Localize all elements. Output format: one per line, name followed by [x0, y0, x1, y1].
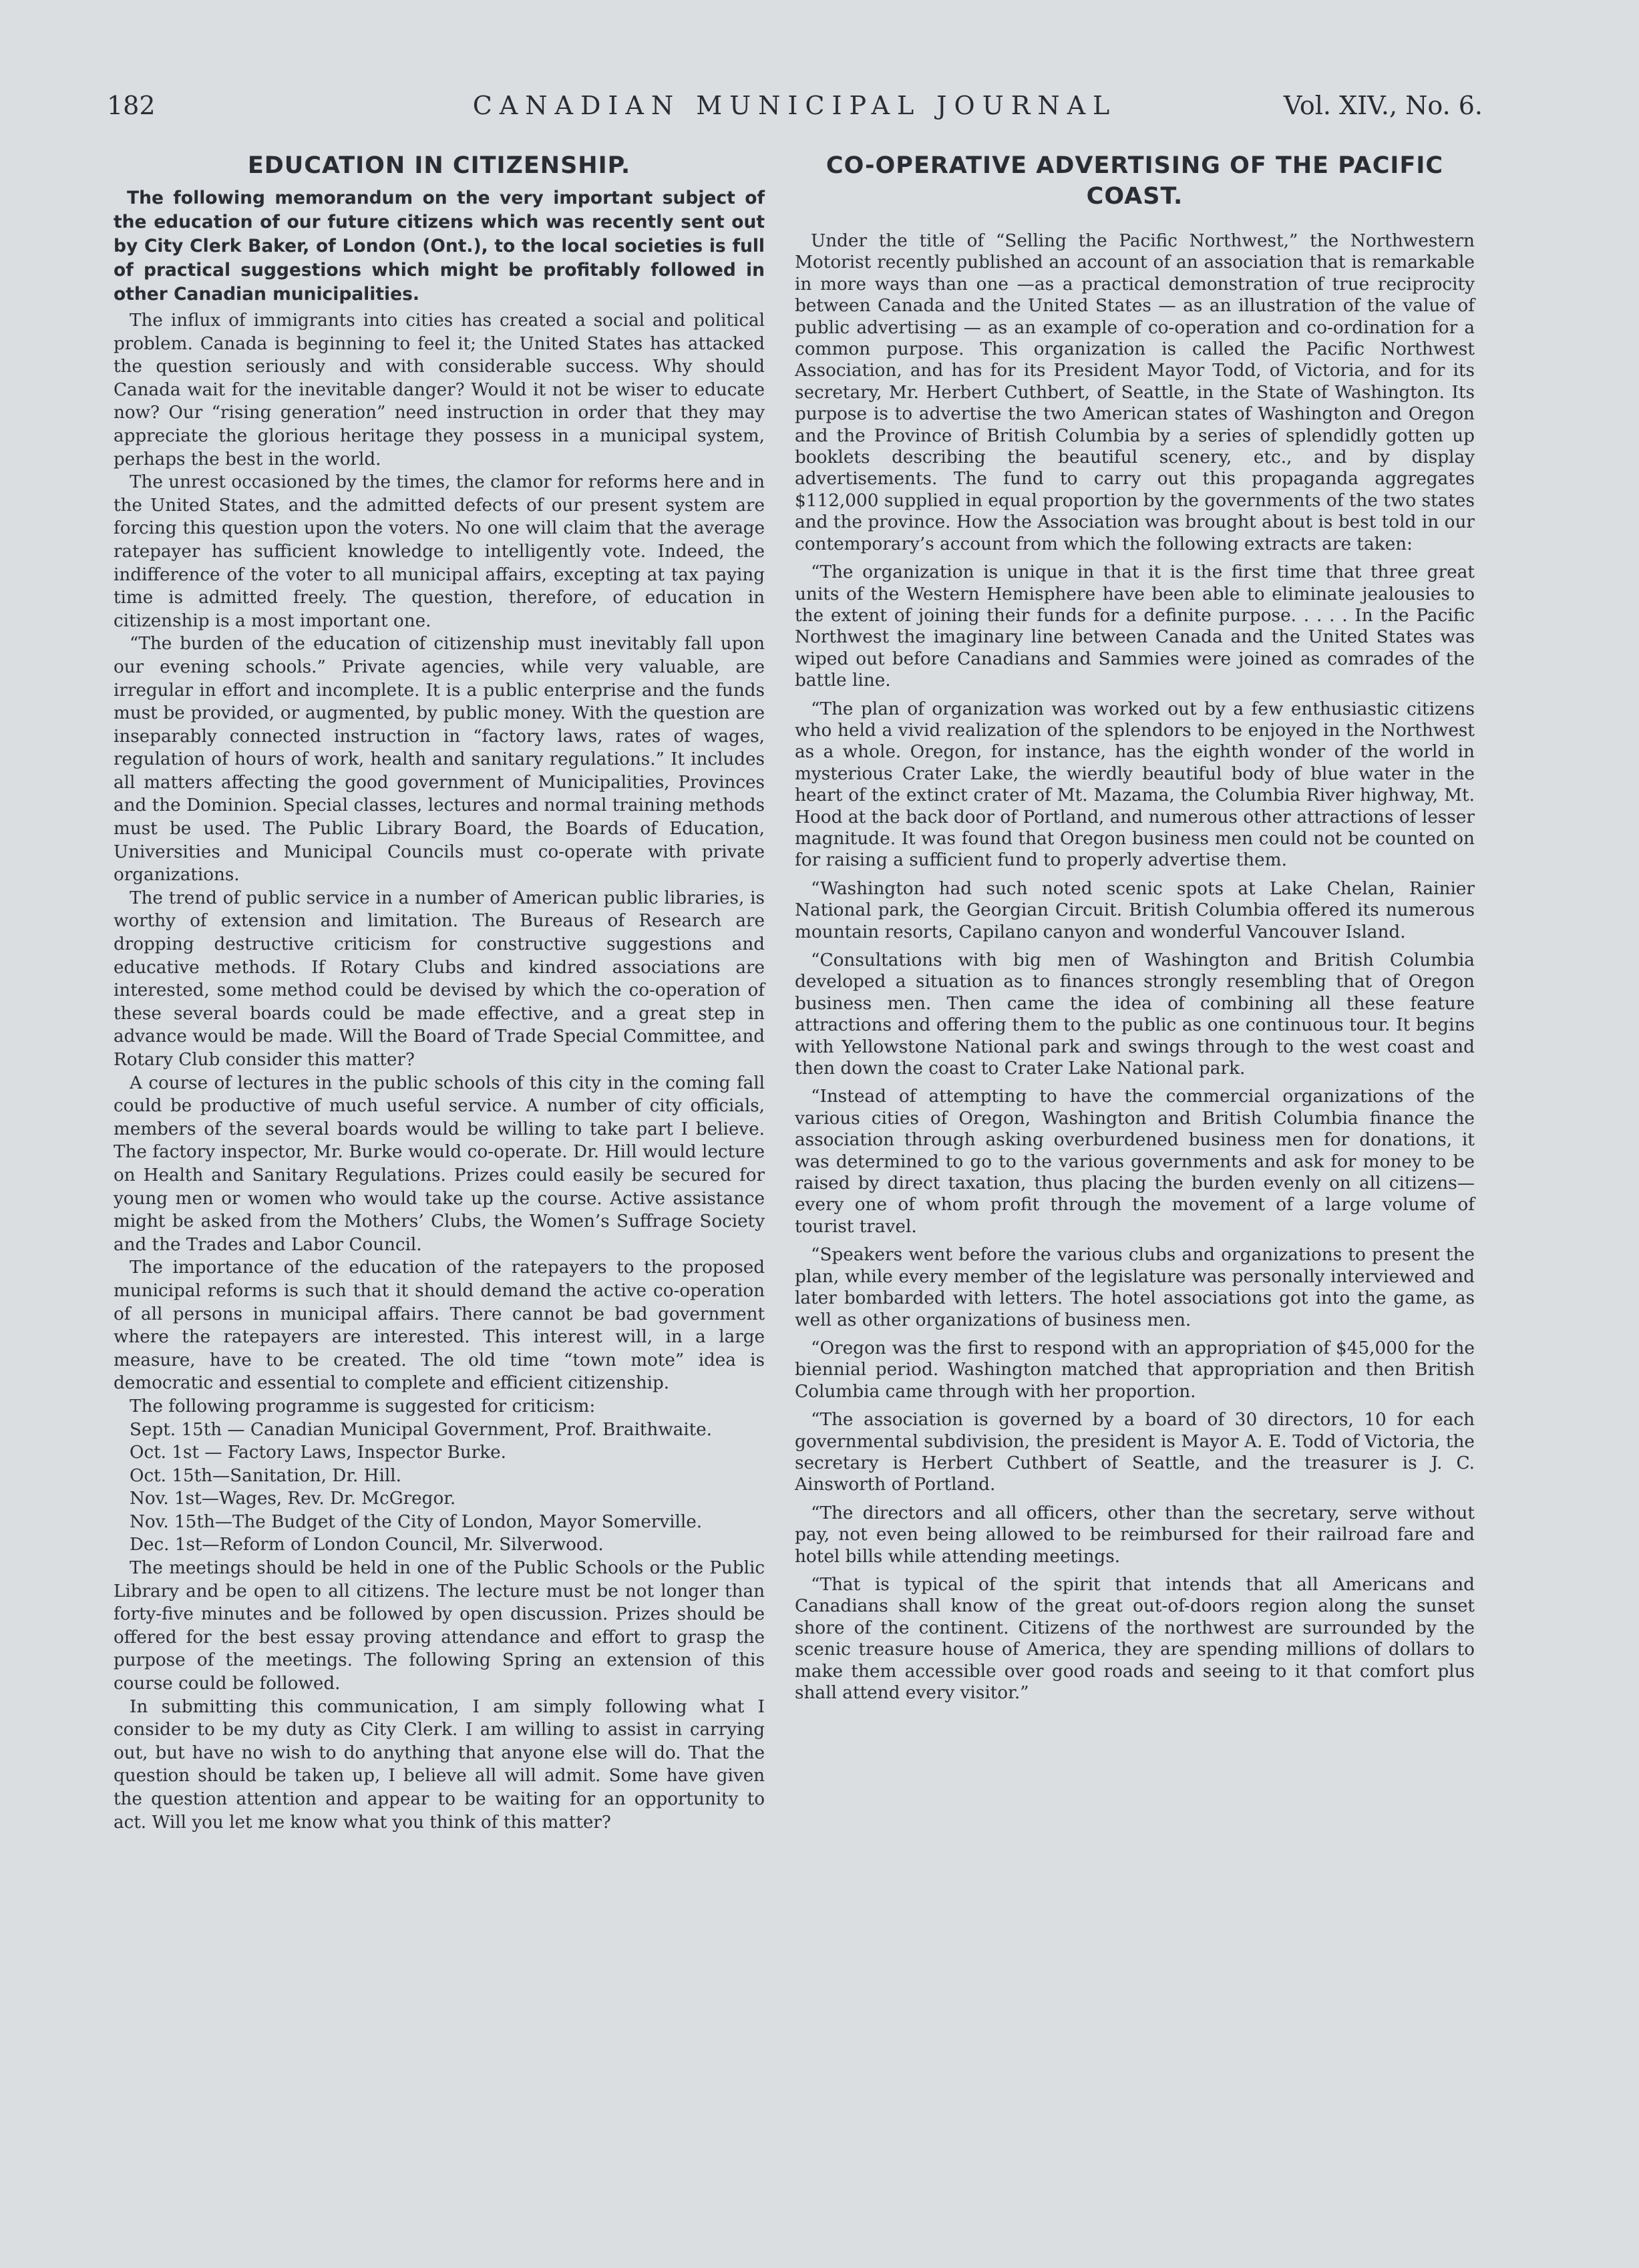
paragraph: The following programme is suggested for criticism:: [130, 1396, 596, 1416]
article-title-education: EDUCATION IN CITIZENSHIP.: [247, 152, 631, 179]
programme-item: Nov. 15th—The Budget of the City of London, Mayor Somerville.: [130, 1511, 703, 1532]
paragraph: “Instead of attempting to have the commercial organizations of the various cities of Oregon, Washington and British Columbia finance the association through asking overburdened business men for donations, it was determined to go to the various governments and ask for money to be raised by direct taxation, thus placing the burden evenly on all citizens—every one of whom profit through the movement of a large volume of tourist travel.: [795, 1087, 1475, 1237]
paragraph: “Speakers went before the various clubs and organizations to present the plan, while every member of the legislature was personally interviewed and later bombarded with letters. The hotel associations got into the game, as well as other organizations of business men.: [795, 1245, 1475, 1330]
paragraph: In submitting this communication, I am simply following what I consider to be my duty as City Clerk. I am willing to assist in carrying out, but have no wish to do anything that anyone else will do. That the question should be taken up, I believe all will admit. Some have given the question attention and appear to be waiting for an opportunity to act. Will you let me know what you think of this matter?: [114, 1696, 765, 1833]
paragraph: “The plan of organization was worked out by a few enthusiastic citizens who held a vivid realization of the splendors to be enjoyed in the Northwest as a whole. Oregon, for instance, has the eighth wonder of the world in mysterious Crater Lake, the wierdly beautiful body of blue water in the heart of the extinct crater of Mt. Mazama, the Columbia River highway, Mt. Hood at the back door of Portland, and numerous other attractions of lesser magnitude. It was found that Oregon business men could not be counted on for raising a sufficient fund to properly advertise them.: [795, 699, 1475, 871]
volume-issue: Vol. XIV., No. 6.: [1283, 91, 1483, 120]
paragraph: The trend of public service in a number of American public libraries, is worthy of extension and limitation. The Bureaus of Research are dropping destructive criticism for constructive suggestions and educative methods. If Rotary Clubs and kindred associations are interested, some method could be devised by which the co-operation of these several boards could be made effective, and a great step in advance would be made. Will the Board of Trade Special Committee, and Rotary Club consider this matter?: [114, 888, 765, 1070]
paragraph: “That is typical of the spirit that intends that all Americans and Canadians shall know of the great out-of-doors region along the sunset shore of the continent. Citizens of the northwest are surrounded by the scenic treasure house of America, they are spending millions of dollars to make them accessible over good roads and seeing to it that comfort plus shall attend every visitor.”: [795, 1574, 1475, 1703]
paragraph: “The burden of the education of citizenship must inevitably fall upon our evening schools.” Private agencies, while very valuable, are irregular in effort and incomplete. It is a public enterprise and the funds must be provided, or augmented, by public money. With the question are inseparably connected instruction in “factory laws, rates of wages, regulation of hours of work, health and sanitary regulations.” It includes all matters affecting the good government of Municipalities, Provinces and the Dominion. Special classes, lectures and normal training methods must be used. The Public Library Board, the Boards of Education, Universities and Municipal Councils must co-operate with private organizations.: [114, 634, 765, 886]
running-head: [107, 85, 1483, 126]
paragraph: The unrest occasioned by the times, the clamor for reforms here and in the United States, and the admitted defects of our present system are forcing this question upon the voters. No one will claim that the average ratepayer has sufficient knowledge to intelligently vote. Indeed, the indifference of the voter to all municipal affairs, excepting at tax paying time is admitted freely. The question, therefore, of education in citizenship is a most important one.: [114, 472, 765, 631]
article-lead: The following memorandum on the very important subject of the education of our future citizens which was recently sent out by City Clerk Baker, of London (Ont.), to the local societies is full of practical suggestions which might be profitably followed in other Canadian municipalities.: [114, 188, 765, 305]
paragraph: “The association is governed by a board of 30 directors, 10 for each governmental subdivision, the president is Mayor A. E. Todd of Victoria, the secretary is Herbert Cuthbert of Seattle, and the treasurer is J. C. Ainsworth of Portland.: [795, 1410, 1475, 1495]
journal-title: CANADIAN MUNICIPAL JOURNAL: [472, 91, 1117, 120]
paragraph: The meetings should be held in one of the Public Schools or the Public Library and be open to all citizens. The lecture must be not longer than forty-five minutes and be followed by open discussion. Prizes should be offered for the best essay proving attendance and effort to grasp the purpose of the meetings. The following Spring an extension of this course could be followed.: [114, 1558, 765, 1694]
page-number: 182: [107, 91, 156, 120]
paragraph: “Consultations with big men of Washington and British Columbia developed a situation as to finances strongly resembling that of Oregon business men. Then came the idea of combining all these feature attractions and offering them to the public as one continuous tour. It begins with Yellowstone National park and swings through to the west coast and then down the coast to Crater Lake National park.: [795, 950, 1475, 1079]
paragraph: The importance of the education of the ratepayers to the proposed municipal reforms is such that it should demand the active co-operation of all persons in municipal affairs. There cannot be bad government where the ratepayers are interested. This interest will, in a large measure, have to be created. The old time “town mote” idea is democratic and essential to complete and efficient citizenship.: [114, 1258, 765, 1394]
paragraph: A course of lectures in the public schools of this city in the coming fall could be productive of much useful service. A number of city officials, members of the several boards would be willing to take part I believe. The factory inspector, Mr. Burke would co-operate. Dr. Hill would lecture on Health and Sanitary Regulations. Prizes could easily be secured for young men or women who would take up the course. Active assistance might be asked from the Mothers’ Clubs, the Women’s Suffrage Society and the Trades and Labor Council.: [114, 1073, 765, 1255]
paragraph: “Washington had such noted scenic spots at Lake Chelan, Rainier National park, the Georgian Circuit. British Columbia offered its numerous mountain resorts, Capilano canyon and wonderful Vancouver Island.: [795, 878, 1475, 942]
programme-item: Dec. 1st—Reform of London Council, Mr. Silverwood.: [130, 1535, 604, 1555]
paragraph: “The organization is unique in that it is the first time that three great units of the Western Hemisphere have been able to eliminate jealousies to the extent of joining their funds for a definite purpose. . . . . In the Pacific Northwest the imaginary line between Canada and the United States was wiped out before Canadians and Sammies were joined as comrades of the battle line.: [795, 562, 1475, 691]
programme-item: Nov. 1st—Wages, Rev. Dr. McGregor.: [130, 1489, 456, 1509]
paragraph: “The directors and all officers, other than the secretary, serve without pay, not even being allowed to be reimbursed for their railroad fare and hotel bills while attending meetings.: [795, 1503, 1475, 1567]
programme-item: Sept. 15th — Canadian Municipal Government, Prof. Braithwaite.: [130, 1419, 712, 1440]
paragraph: Under the title of “Selling the Pacific Northwest,” the Northwestern Motorist recently published an account of an association that is remarkable in more ways than one —as a practical demonstration of true reciprocity between Canada and the United States — as an illustration of the value of public advertising — as an example of co-operation and co-ordination for a common purpose. This organization is called the Pacific Northwest Association, and has for its President Mayor Todd, of Victoria, and for its secretary, Mr. Herbert Cuthbert, of Seattle, in the State of Washington. Its purpose is to advertise the two American states of Washington and Oregon and the Province of British Columbia by a series of splendidly gotten up booklets describing the beautiful scenery, etc., and by display advertisements. The fund to carry out this propaganda aggregates $112,000 supplied in equal proportion by the governments of the two states and the province. How the Association was brought about is best told in our contemporary’s account from which the following extracts are taken:: [795, 231, 1475, 554]
paragraph: “Oregon was the first to respond with an appropriation of $45,000 for the biennial period. Washington matched that appropriation and then British Columbia came through with her proportion.: [795, 1338, 1475, 1402]
left-column: [114, 150, 765, 1834]
programme-item: Oct. 1st — Factory Laws, Inspector Burke.: [130, 1443, 506, 1463]
programme-item: Oct. 15th—Sanitation, Dr. Hill.: [130, 1465, 401, 1486]
article-title-advertising: CO-OPERATIVE ADVERTISING OF THE PACIFIC COAST.: [826, 152, 1444, 210]
right-column: [795, 150, 1475, 1710]
paragraph: The influx of immigrants into cities has created a social and political problem. Canada is beginning to feel it; the United States has attacked the question seriously and with considerable success. Why should Canada wait for the inevitable danger? Would it not be wiser to educate now? Our “rising generation” need instruction in order that they may appreciate the glorious heritage they possess in a municipal system, perhaps the best in the world.: [114, 311, 765, 469]
